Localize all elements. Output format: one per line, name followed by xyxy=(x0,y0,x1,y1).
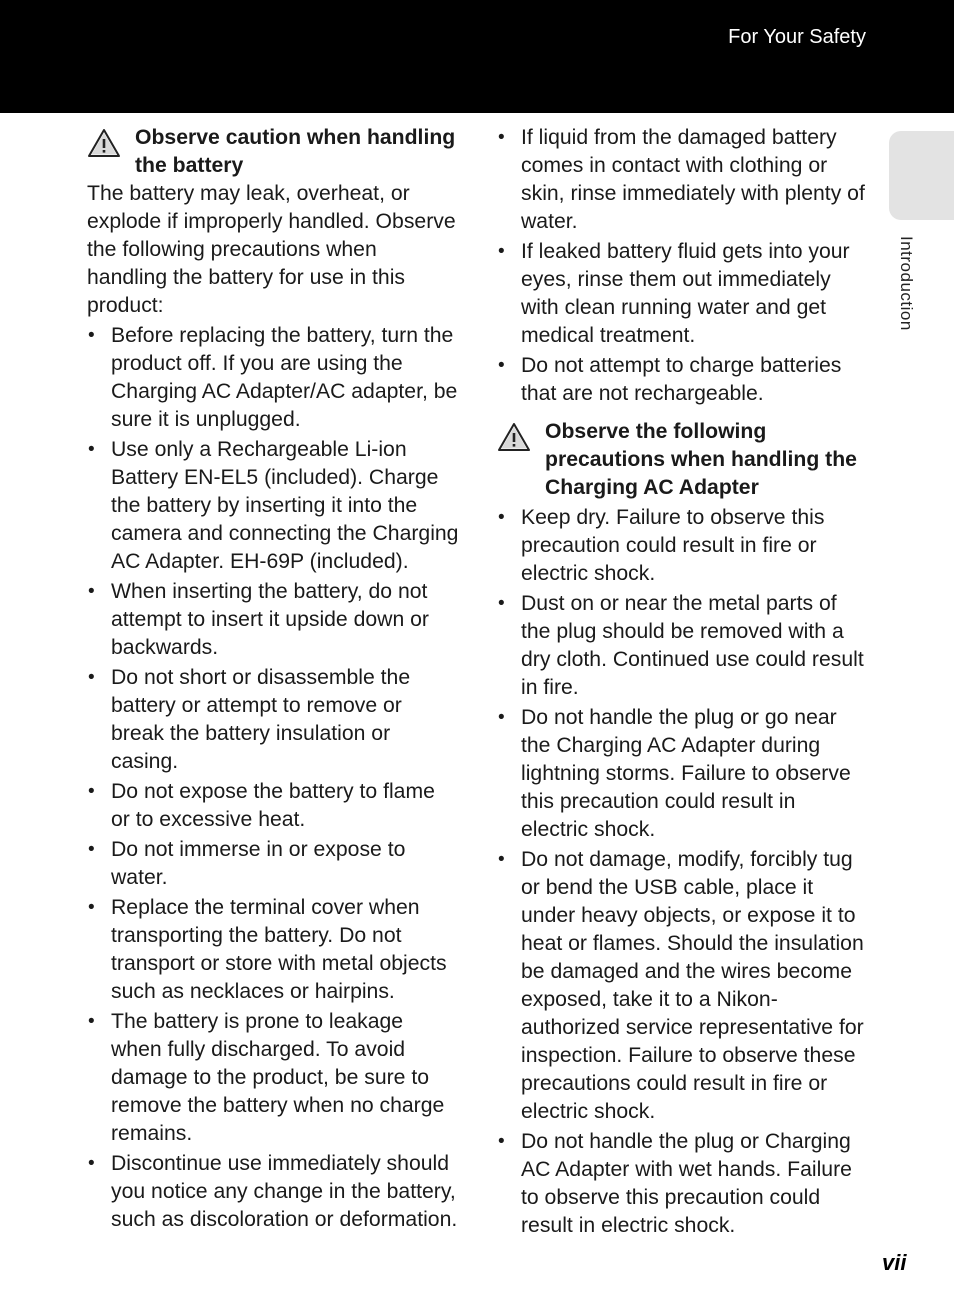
right-column xyxy=(497,124,867,1240)
list-item xyxy=(87,1008,459,1148)
intro-text: The battery may leak, overheat, or explode if improperly handled. Observe the following precautions when handling the battery for use in this product: xyxy=(87,182,456,317)
bullet-icon: • xyxy=(88,439,95,460)
list-item-text: Replace the terminal cover when transporting the battery. Do not transport or store with metal objects such as necklaces or hairpins. xyxy=(111,896,447,1003)
list-item xyxy=(497,704,867,844)
adapter-caution-heading xyxy=(497,418,867,502)
list-item xyxy=(87,836,459,892)
list-item xyxy=(87,1150,459,1234)
list-item-text: Dust on or near the metal parts of the plug should be removed with a dry cloth. Continued use could result in fire. xyxy=(521,592,864,699)
list-item-text: Do not handle the plug or Charging AC Adapter with wet hands. Failure to observe this precaution could result in electric shock. xyxy=(521,1130,852,1237)
list-item xyxy=(87,436,459,576)
list-item-text: Do not damage, modify, forcibly tug or bend the USB cable, place it under heavy objects, or expose it to heat or flames. Should the insulation be damaged and the wires become exposed, take it to a Nikon-authorized service representative for inspection. Failure to observe these precautions could result in fire or electric shock. xyxy=(521,848,864,1123)
list-item xyxy=(497,590,867,702)
battery-fluid-list xyxy=(497,124,867,408)
bullet-icon: • xyxy=(498,849,505,870)
header-title: For Your Safety xyxy=(728,26,866,48)
bullet-icon: • xyxy=(88,667,95,688)
list-item xyxy=(87,578,459,662)
bullet-icon: • xyxy=(88,325,95,346)
bullet-icon: • xyxy=(498,1131,505,1152)
list-item xyxy=(497,238,867,350)
bullet-icon: • xyxy=(498,707,505,728)
side-tab[interactable] xyxy=(889,131,954,220)
list-item-text: Keep dry. Failure to observe this precaution could result in fire or electric shock. xyxy=(521,506,825,585)
battery-caution-heading xyxy=(87,124,459,180)
list-item-text: If leaked battery fluid gets into your eyes, rinse them out immediately with clean running water and get medical treatment. xyxy=(521,240,850,347)
warning-icon xyxy=(87,128,121,158)
list-item xyxy=(87,664,459,776)
battery-intro xyxy=(87,180,459,320)
heading-text: Observe caution when handling the battery xyxy=(135,126,456,177)
bullet-icon: • xyxy=(498,355,505,376)
battery-precautions-list xyxy=(87,322,459,1234)
list-item-text: Do not attempt to charge batteries that are not rechargeable. xyxy=(521,354,842,405)
list-item xyxy=(87,778,459,834)
bullet-icon: • xyxy=(88,781,95,802)
left-column xyxy=(87,124,459,1234)
list-item-text: When inserting the battery, do not attempt to insert it upside down or backwards. xyxy=(111,580,429,659)
list-item xyxy=(497,124,867,236)
list-item-text: The battery is prone to leakage when fully discharged. To avoid damage to the product, be sure to remove the battery when no charge remains. xyxy=(111,1010,445,1145)
list-item-text: Before replacing the battery, turn the product off. If you are using the Charging AC Adapter/AC adapter, be sure it is unplugged. xyxy=(111,324,458,431)
bullet-icon: • xyxy=(88,897,95,918)
list-item-text: Do not short or disassemble the battery or attempt to remove or break the battery insulation or casing. xyxy=(111,666,411,773)
bullet-icon: • xyxy=(498,507,505,528)
list-item-text: If liquid from the damaged battery comes in contact with clothing or skin, rinse immediately with plenty of water. xyxy=(521,126,865,233)
bullet-icon: • xyxy=(88,839,95,860)
bullet-icon: • xyxy=(88,1011,95,1032)
list-item-text: Do not immerse in or expose to water. xyxy=(111,838,406,889)
bullet-icon: • xyxy=(88,1153,95,1174)
list-item xyxy=(87,894,459,1006)
list-item xyxy=(497,352,867,408)
bullet-icon: • xyxy=(88,581,95,602)
list-item-text: Do not expose the battery to flame or to excessive heat. xyxy=(111,780,435,831)
bullet-icon: • xyxy=(498,127,505,148)
list-item xyxy=(497,504,867,588)
heading-text: Observe the following precautions when handling the Charging AC Adapter xyxy=(545,420,857,499)
list-item xyxy=(497,1128,867,1240)
list-item-text: Discontinue use immediately should you notice any change in the battery, such as discoloration or deformation. xyxy=(111,1152,458,1231)
list-item-text: Use only a Rechargeable Li-ion Battery EN-EL5 (included). Charge the battery by inserting it into the camera and connecting the Charging AC Adapter. EH-69P (included). xyxy=(111,438,459,573)
list-item-text: Do not handle the plug or go near the Charging AC Adapter during lightning storms. Failure to observe this precaution could result in electric shock. xyxy=(521,706,851,841)
page-number: vii xyxy=(882,1250,907,1275)
adapter-precautions-list xyxy=(497,504,867,1240)
bullet-icon: • xyxy=(498,593,505,614)
header-bar xyxy=(0,0,954,113)
side-tab-label: Introduction xyxy=(897,236,916,331)
list-item xyxy=(87,322,459,434)
list-item xyxy=(497,846,867,1126)
warning-icon xyxy=(497,422,531,452)
bullet-icon: • xyxy=(498,241,505,262)
